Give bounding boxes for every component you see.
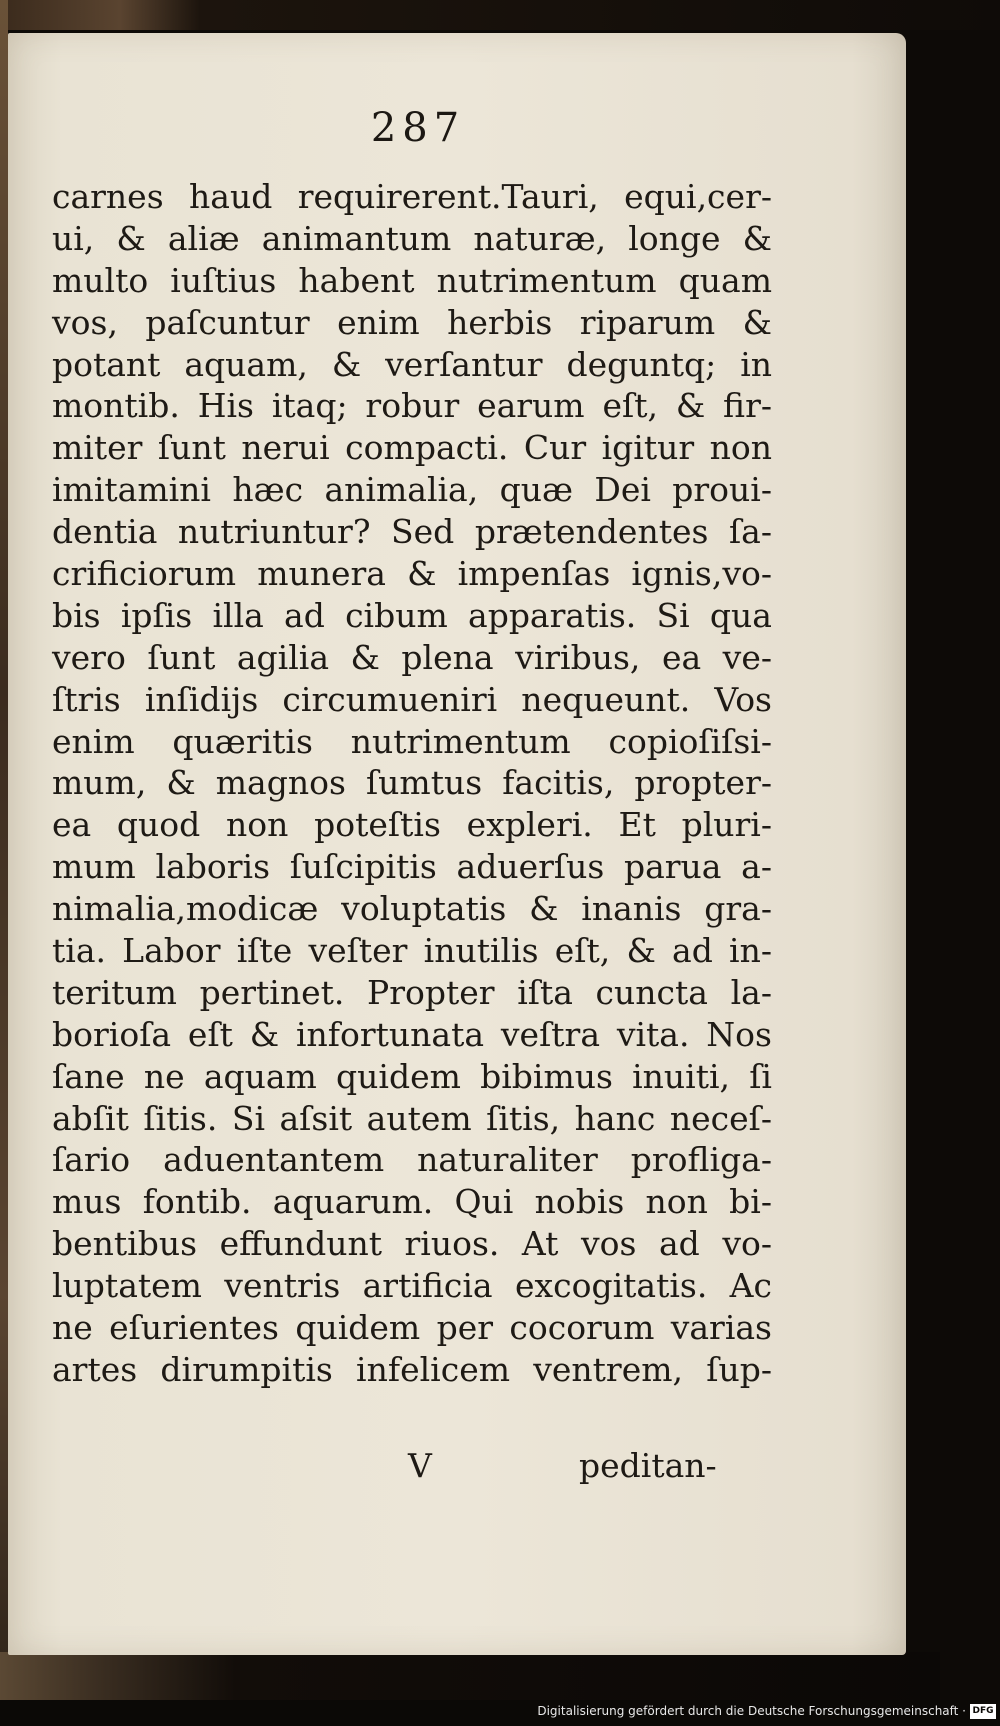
text-line: luptatem ventris artificia excogitatis. Ac (52, 1266, 772, 1306)
text-line: miter ſunt nerui compacti. Cur igitur non (52, 428, 772, 468)
text-line: mum laboris ſuſcipitis aduerſus parua a- (52, 847, 772, 887)
text-line: abſit ſitis. Si aſsit autem ſitis, hanc neceſ- (52, 1098, 772, 1138)
page-foot (52, 1444, 772, 1488)
text-line: crificiorum munera & impenſas ignis,vo- (52, 554, 772, 594)
text-line: potant aquam, & verſantur deguntq; in (52, 344, 772, 384)
text-line: artes dirumpitis infelicem ventrem, ſup- (52, 1349, 772, 1389)
text-line: dentia nutriuntur? Sed prætendentes ſa- (52, 512, 772, 552)
text-line: bis ipſis illa ad cibum apparatis. Si qua (52, 595, 772, 635)
text-line: enim quæritis nutrimentum copioſiſsi- (52, 721, 772, 761)
text-line: nimalia,modicæ voluptatis & inanis gra- (52, 889, 772, 929)
body-text (52, 176, 772, 1391)
text-line: ſario aduentantem naturaliter profliga- (52, 1140, 772, 1180)
dfg-logo: DFG (970, 1704, 996, 1719)
text-line: multo iuſtius habent nutrimentum quam (52, 260, 772, 300)
book-page (8, 33, 906, 1655)
text-line: ne eſurientes quidem per cocorum varias (52, 1308, 772, 1348)
text-line: ui, & aliæ animantum naturæ, longe & (52, 218, 772, 258)
text-line: imitamini hæc animalia, quæ Dei proui- (52, 470, 772, 510)
book-left-edge (0, 0, 8, 1726)
text-line: vos, paſcuntur enim herbis riparum & (52, 302, 772, 342)
text-line: ea quod non poteſtis expleri. Et pluri- (52, 805, 772, 845)
funding-credit: Digitalisierung gefördert durch die Deutsche Forschungsgemeinschaft · (537, 1704, 966, 1718)
text-line: vero ſunt agilia & plena viribus, ea ve- (52, 637, 772, 677)
text-line: mum, & magnos ſumtus facitis, propter- (52, 763, 772, 803)
text-line: ſane ne aquam quidem bibimus inuiti, ſi (52, 1056, 772, 1096)
text-line: ſtris inſidijs circumueniri nequeunt. Vos (52, 679, 772, 719)
catchword: peditan- (579, 1446, 717, 1485)
text-line: teritum pertinet. Propter iſta cuncta la- (52, 972, 772, 1012)
text-line: carnes haud requirerent.Tauri, equi,cer- (52, 177, 772, 216)
text-line: tia. Labor iſte veſter inutilis eſt, & ad in- (52, 931, 772, 971)
text-line: montib. His itaq; robur earum eſt, & fir- (52, 386, 772, 426)
page-number: 287 (370, 105, 466, 151)
book-bottom-edge (0, 1652, 940, 1700)
digitization-footer (0, 1700, 1000, 1726)
signature-mark: V (408, 1446, 432, 1485)
text-line: bentibus effundunt riuos. At vos ad vo- (52, 1224, 772, 1264)
book-top-edge (0, 0, 1000, 30)
text-line: mus fontib. aquarum. Qui nobis non bi- (52, 1182, 772, 1222)
text-line: borioſa eſt & infortunata veſtra vita. Nos (52, 1014, 772, 1054)
